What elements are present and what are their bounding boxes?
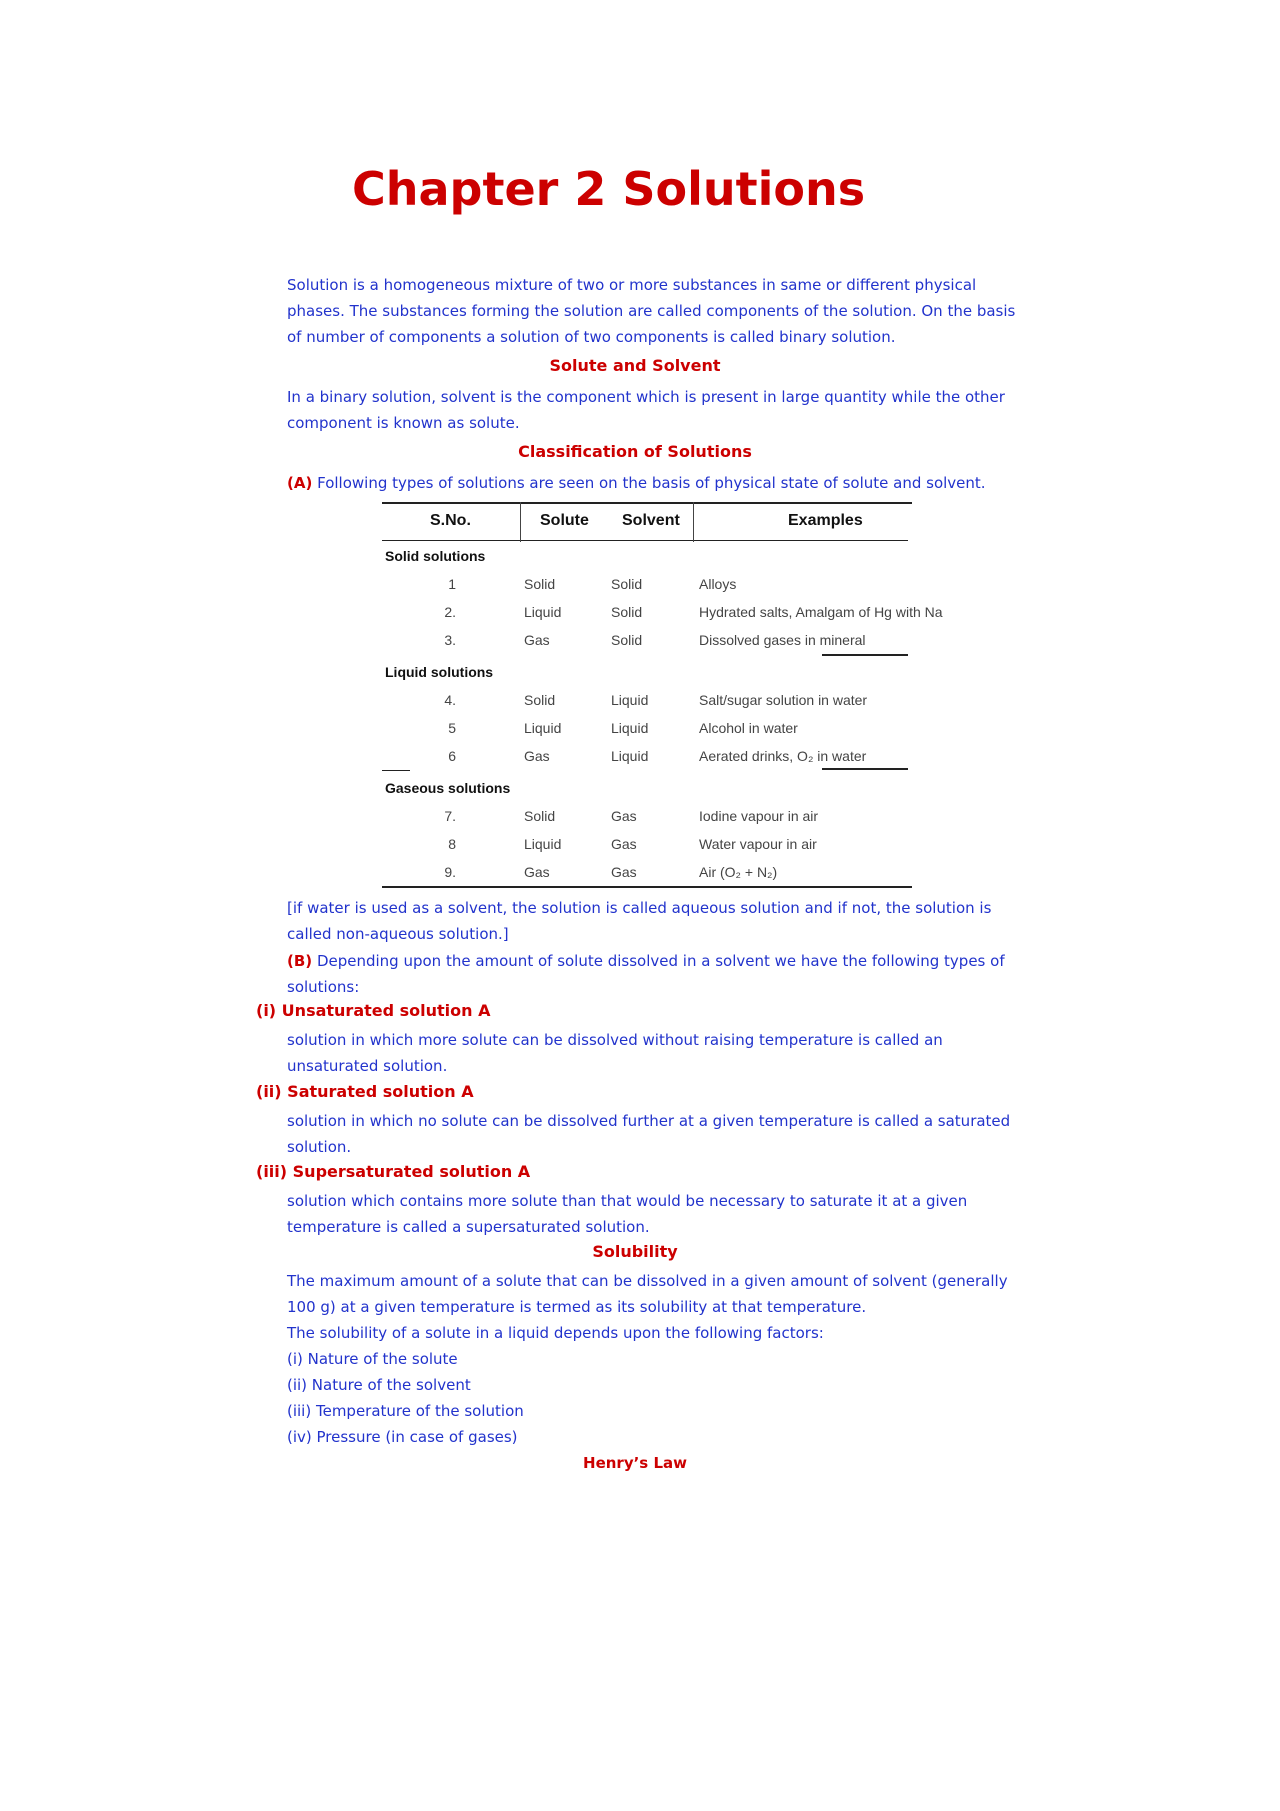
row-solvent: Gas bbox=[611, 808, 637, 824]
intro-paragraph: Solution is a homogeneous mixture of two or more substances in same or different physical phases. The substances forming the solution are called components of the solution. On the basis of number of components a solution of two components is called binary solution. bbox=[287, 276, 1016, 346]
factor-item: (ii) Nature of the solvent bbox=[287, 1376, 471, 1394]
table-bottom-rule bbox=[382, 886, 912, 888]
factor-item: (i) Nature of the solute bbox=[287, 1350, 458, 1368]
classification-a-paragraph bbox=[287, 470, 1027, 496]
header-solvent: Solvent bbox=[622, 512, 680, 529]
table-header-rule bbox=[382, 540, 908, 541]
label-b: (B) bbox=[287, 952, 313, 970]
classification-b-text: Depending upon the amount of solute dissolved in a solvent we have the following types of solutions: bbox=[287, 952, 1005, 996]
supersaturated-heading: (iii) Supersaturated solution A bbox=[256, 1162, 531, 1181]
table-section-rule bbox=[382, 770, 410, 771]
row-solute: Solid bbox=[524, 576, 556, 592]
row-solvent: Gas bbox=[611, 864, 637, 880]
row-sno: 3. bbox=[444, 632, 456, 648]
row-solute: Solid bbox=[524, 808, 556, 824]
group-gaseous-solutions: Gaseous solutions bbox=[385, 780, 511, 796]
classification-b-paragraph bbox=[287, 948, 1027, 1000]
row-example: Iodine vapour in air bbox=[699, 808, 819, 824]
henrys-law-heading: Henry’s Law bbox=[583, 1454, 687, 1472]
solubility-heading: Solubility bbox=[592, 1242, 678, 1261]
saturated-text: solution in which no solute can be dissolved further at a given temperature is called a saturated solution. bbox=[287, 1112, 1011, 1156]
row-example: Water vapour in air bbox=[699, 836, 817, 852]
classification-a-text: Following types of solutions are seen on the basis of physical state of solute and solvent. bbox=[317, 474, 986, 492]
saturated-heading: (ii) Saturated solution A bbox=[256, 1082, 474, 1101]
row-sno: 6 bbox=[448, 748, 456, 764]
row-example: Hydrated salts, Amalgam of Hg with Na bbox=[699, 604, 943, 620]
row-solute: Liquid bbox=[524, 836, 562, 852]
aqueous-note: [if water is used as a solvent, the solution is called aqueous solution and if not, the solution is called non-aqueous solution.] bbox=[287, 899, 992, 943]
row-solvent: Solid bbox=[611, 632, 643, 648]
factor-item: (iv) Pressure (in case of gases) bbox=[287, 1428, 518, 1446]
table-section-rule bbox=[822, 768, 908, 770]
unsaturated-text: solution in which more solute can be dissolved without raising temperature is called an unsaturated solution. bbox=[287, 1031, 943, 1075]
solution-types-table bbox=[382, 502, 943, 888]
row-sno: 7. bbox=[444, 808, 456, 824]
row-solvent: Liquid bbox=[611, 720, 649, 736]
table-section-rule bbox=[822, 654, 908, 656]
row-example: Dissolved gases in mineral bbox=[699, 632, 866, 648]
row-solute: Gas bbox=[524, 632, 550, 648]
row-example: Alcohol in water bbox=[699, 720, 798, 736]
solute-solvent-paragraph: In a binary solution, solvent is the component which is present in large quantity while the other component is known as solute. bbox=[287, 388, 1005, 432]
row-sno: 4. bbox=[444, 692, 456, 708]
row-solute: Gas bbox=[524, 748, 550, 764]
row-solute: Liquid bbox=[524, 720, 562, 736]
row-solute: Liquid bbox=[524, 604, 562, 620]
row-solvent: Liquid bbox=[611, 748, 649, 764]
row-sno: 5 bbox=[448, 720, 456, 736]
row-solvent: Gas bbox=[611, 836, 637, 852]
row-example: Alloys bbox=[699, 576, 737, 592]
group-liquid-solutions: Liquid solutions bbox=[385, 664, 494, 680]
row-sno: 1 bbox=[448, 576, 456, 592]
supersaturated-text: solution which contains more solute than that would be necessary to saturate it at a given temperature is called a supersaturated solution. bbox=[287, 1192, 968, 1236]
row-solute: Gas bbox=[524, 864, 550, 880]
table-top-rule bbox=[382, 502, 912, 504]
row-example: Salt/sugar solution in water bbox=[699, 692, 868, 708]
row-solute: Solid bbox=[524, 692, 556, 708]
header-examples: Examples bbox=[788, 512, 863, 529]
header-sno: S.No. bbox=[430, 512, 471, 529]
chapter-title: Chapter 2 Solutions bbox=[352, 162, 866, 216]
factors-list bbox=[287, 1346, 524, 1450]
row-solvent: Solid bbox=[611, 576, 643, 592]
row-sno: 8 bbox=[448, 836, 456, 852]
solute-solvent-heading: Solute and Solvent bbox=[549, 356, 721, 375]
table-vertical-rule bbox=[520, 502, 521, 542]
row-sno: 2. bbox=[444, 604, 456, 620]
factors-intro: The solubility of a solute in a liquid depends upon the following factors: bbox=[287, 1324, 824, 1342]
factor-item: (iii) Temperature of the solution bbox=[287, 1402, 524, 1420]
label-a: (A) bbox=[287, 474, 313, 492]
solubility-definition: The maximum amount of a solute that can be dissolved in a given amount of solvent (generally 100 g) at a given temperature is termed as its solubility at that temperature. bbox=[287, 1272, 1008, 1316]
row-example: Air (O₂ + N₂) bbox=[699, 864, 778, 880]
classification-heading: Classification of Solutions bbox=[518, 442, 752, 461]
row-example: Aerated drinks, O₂ in water bbox=[699, 748, 867, 764]
row-sno: 9. bbox=[444, 864, 456, 880]
row-solvent: Solid bbox=[611, 604, 643, 620]
unsaturated-heading: (i) Unsaturated solution A bbox=[256, 1001, 491, 1020]
header-solute: Solute bbox=[540, 512, 589, 529]
row-solvent: Liquid bbox=[611, 692, 649, 708]
group-solid-solutions: Solid solutions bbox=[385, 548, 486, 564]
table-vertical-rule bbox=[693, 502, 694, 542]
